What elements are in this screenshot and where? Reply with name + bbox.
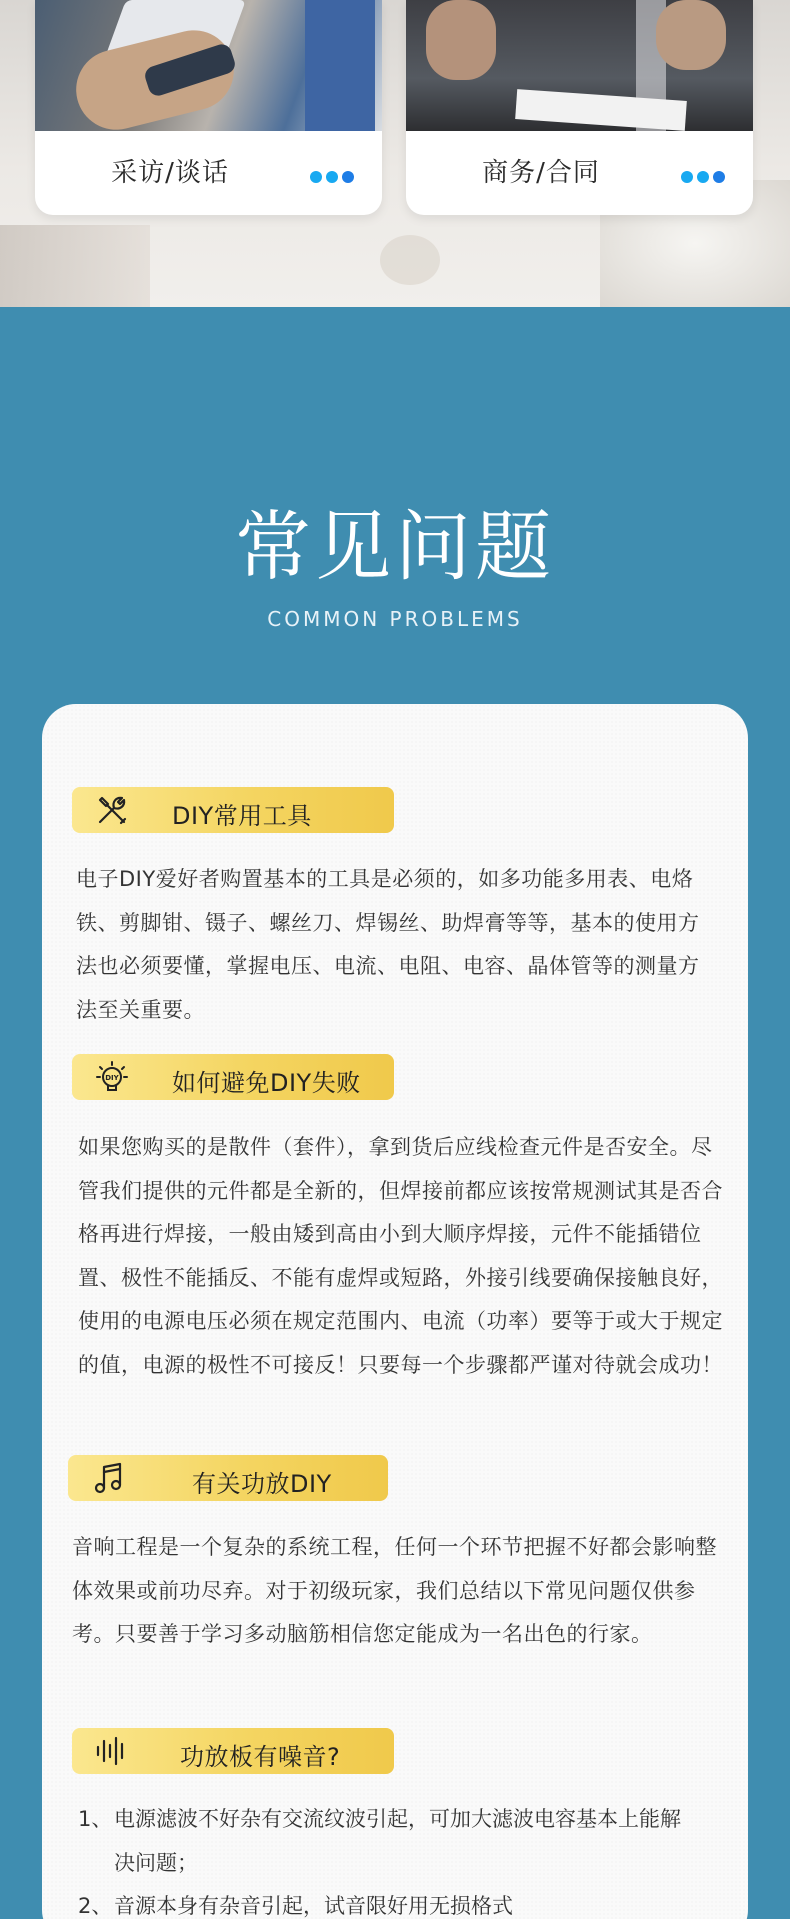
photo-shape bbox=[426, 0, 496, 80]
background-blur bbox=[380, 235, 440, 285]
card-label: 采访/谈话 bbox=[111, 158, 229, 188]
faq-heading-amplifier bbox=[68, 1455, 388, 1501]
faq-heading-label: 有关功放DIY bbox=[192, 1470, 332, 1498]
interview-photo bbox=[35, 0, 382, 131]
scenario-card-business[interactable] bbox=[406, 0, 753, 215]
photo-shape bbox=[305, 0, 375, 131]
business-photo bbox=[406, 0, 753, 131]
music-note-icon bbox=[90, 1460, 126, 1496]
faq-answer-text: 如果您购买的是散件（套件），拿到货后应线检查元件是否安全。尽管我们提供的元件都是全新的，但焊接前都应该按常规测试其是否合格再进行焊接，一般由矮到高由小到大顺序焊接，元件不能插错位置、极性不能插反、不能有虚焊或短路，外接引线要确保接触良好，使用的电源电压必须在规定范围内、电流（功率）要等于或大于规定的值，电源的极性不可接反！只要每一个步骤都严谨对待就会成功！ bbox=[78, 1135, 723, 1377]
more-dots-icon[interactable] bbox=[681, 171, 725, 183]
section-title: 常见问题 bbox=[235, 502, 555, 591]
section-subtitle: COMMON PROBLEMS bbox=[267, 607, 523, 631]
photo-shape bbox=[656, 0, 726, 70]
faq-answer-text: 电子DIY爱好者购置基本的工具是必须的，如多功能多用表、电烙铁、剪脚钳、镊子、螺丝刀、焊锡丝、助焊膏等等，基本的使用方法也必须要懂，掌握电压、电流、电阻、电容、晶体管等的测量方法至关重要。 bbox=[76, 867, 700, 1022]
card-label: 商务/合同 bbox=[482, 158, 600, 188]
svg-text:DIY: DIY bbox=[105, 1074, 119, 1082]
sound-wave-icon bbox=[94, 1733, 130, 1769]
list-number: 2、 bbox=[78, 1894, 113, 1918]
tools-icon bbox=[94, 792, 130, 828]
list-item bbox=[78, 1885, 718, 1919]
list-text: 音源本身有杂音引起，试音限好用无损格式 bbox=[114, 1894, 513, 1918]
faq-answer-text: 音响工程是一个复杂的系统工程，任何一个环节把握不好都会影响整体效果或前功尽弃。对于初级玩家，我们总结以下常见问题仅供参考。只要善于学习多动脑筋相信您定能成为一名出色的行家。 bbox=[72, 1535, 717, 1646]
list-item bbox=[78, 1798, 718, 1888]
background-blur bbox=[0, 225, 150, 307]
scenario-card-interview[interactable] bbox=[35, 0, 382, 215]
diy-lightbulb-icon bbox=[94, 1059, 130, 1095]
list-text: 电源滤波不好杂有交流纹波引起，可加大滤波电容基本上能解决问题； bbox=[114, 1807, 681, 1875]
faq-heading-label: 如何避免DIY失败 bbox=[172, 1069, 361, 1097]
faq-heading-label: DIY常用工具 bbox=[172, 802, 312, 830]
list-number: 1、 bbox=[78, 1807, 113, 1831]
faq-heading-label: 功放板有噪音? bbox=[180, 1743, 341, 1771]
faq-heading-tools bbox=[72, 787, 394, 833]
faq-heading-noise bbox=[72, 1728, 394, 1774]
more-dots-icon[interactable] bbox=[310, 171, 354, 183]
top-photo-band bbox=[0, 0, 790, 307]
faq-heading-avoid-failure bbox=[72, 1054, 394, 1100]
faq-card bbox=[42, 704, 748, 1919]
